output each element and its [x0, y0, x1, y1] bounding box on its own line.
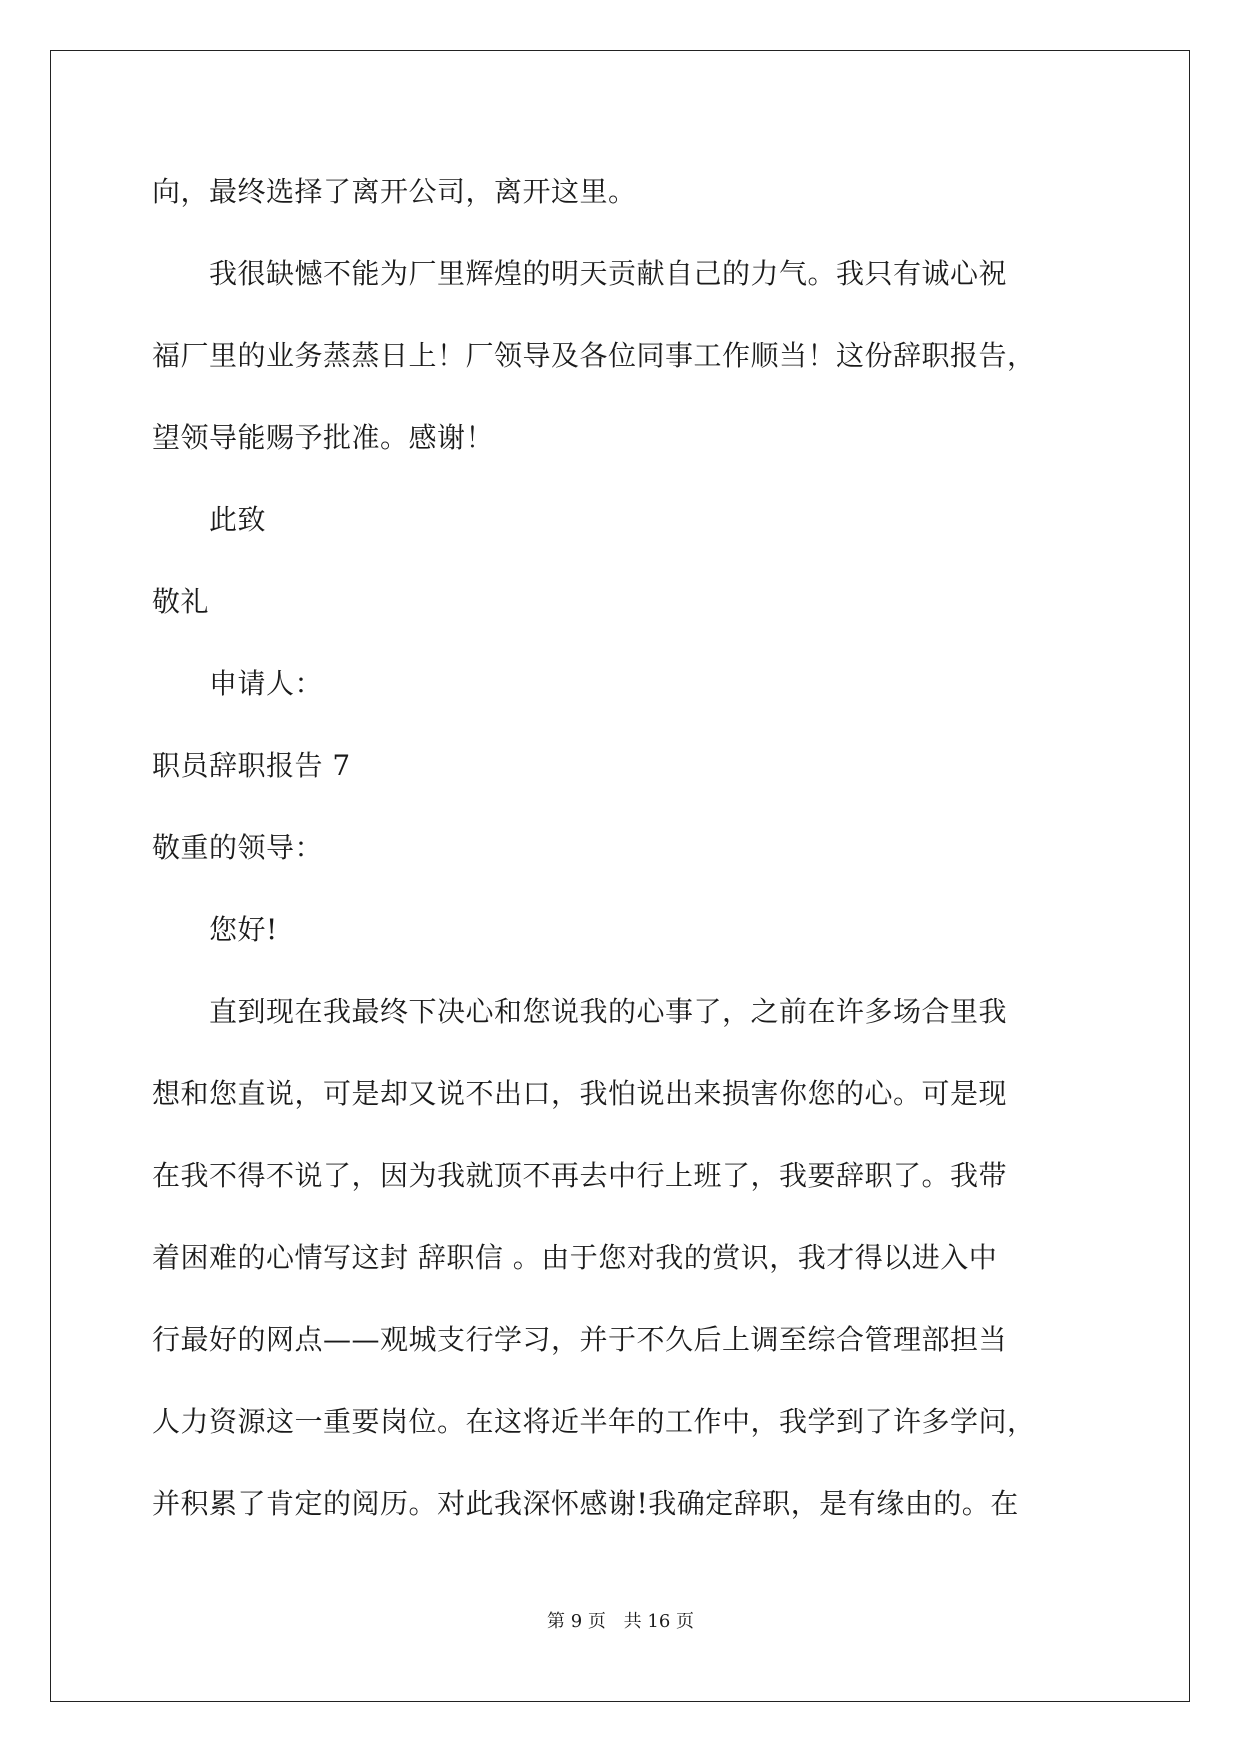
- text-line: 人力资源这一重要岗位。在这将近半年的工作中，我学到了许多学问，: [152, 1405, 1036, 1438]
- page-border: [50, 50, 1190, 1702]
- text-line: 敬礼: [152, 585, 210, 618]
- text-line: 此致: [152, 503, 267, 536]
- page-number: 第 9 页: [547, 1611, 606, 1632]
- text-line: 我很缺憾不能为厂里辉煌的明天贡献自己的力气。我只有诚心祝: [152, 257, 1008, 290]
- text-line: 福厂里的业务蒸蒸日上！厂领导及各位同事工作顺当！这份辞职报告，: [152, 339, 1036, 372]
- text-line: 行最好的网点——观城支行学习，并于不久后上调至综合管理部担当: [152, 1323, 1008, 1356]
- page-footer: [0, 1610, 1241, 1634]
- text-line: 直到现在我最终下决心和您说我的心事了，之前在许多场合里我: [152, 995, 1008, 1028]
- text-line: 敬重的领导：: [152, 831, 324, 864]
- page-total: 共 16 页: [623, 1611, 694, 1632]
- text-line: 向，最终选择了离开公司，离开这里。: [152, 175, 637, 208]
- text-line: 申请人：: [152, 667, 324, 700]
- text-line: 望领导能赐予批准。感谢！: [152, 421, 495, 454]
- text-line: 着困难的心情写这封 辞职信 。由于您对我的赏识，我才得以进入中: [152, 1241, 998, 1274]
- section-title: 职员辞职报告 7: [152, 749, 351, 782]
- text-line: 想和您直说，可是却又说不出口，我怕说出来损害你您的心。可是现: [152, 1077, 1008, 1110]
- text-line: 在我不得不说了，因为我就顶不再去中行上班了，我要辞职了。我带: [152, 1159, 1008, 1192]
- text-line: 并积累了肯定的阅历。对此我深怀感谢!我确定辞职，是有缘由的。在: [152, 1487, 1019, 1520]
- text-line: 您好!: [152, 913, 278, 946]
